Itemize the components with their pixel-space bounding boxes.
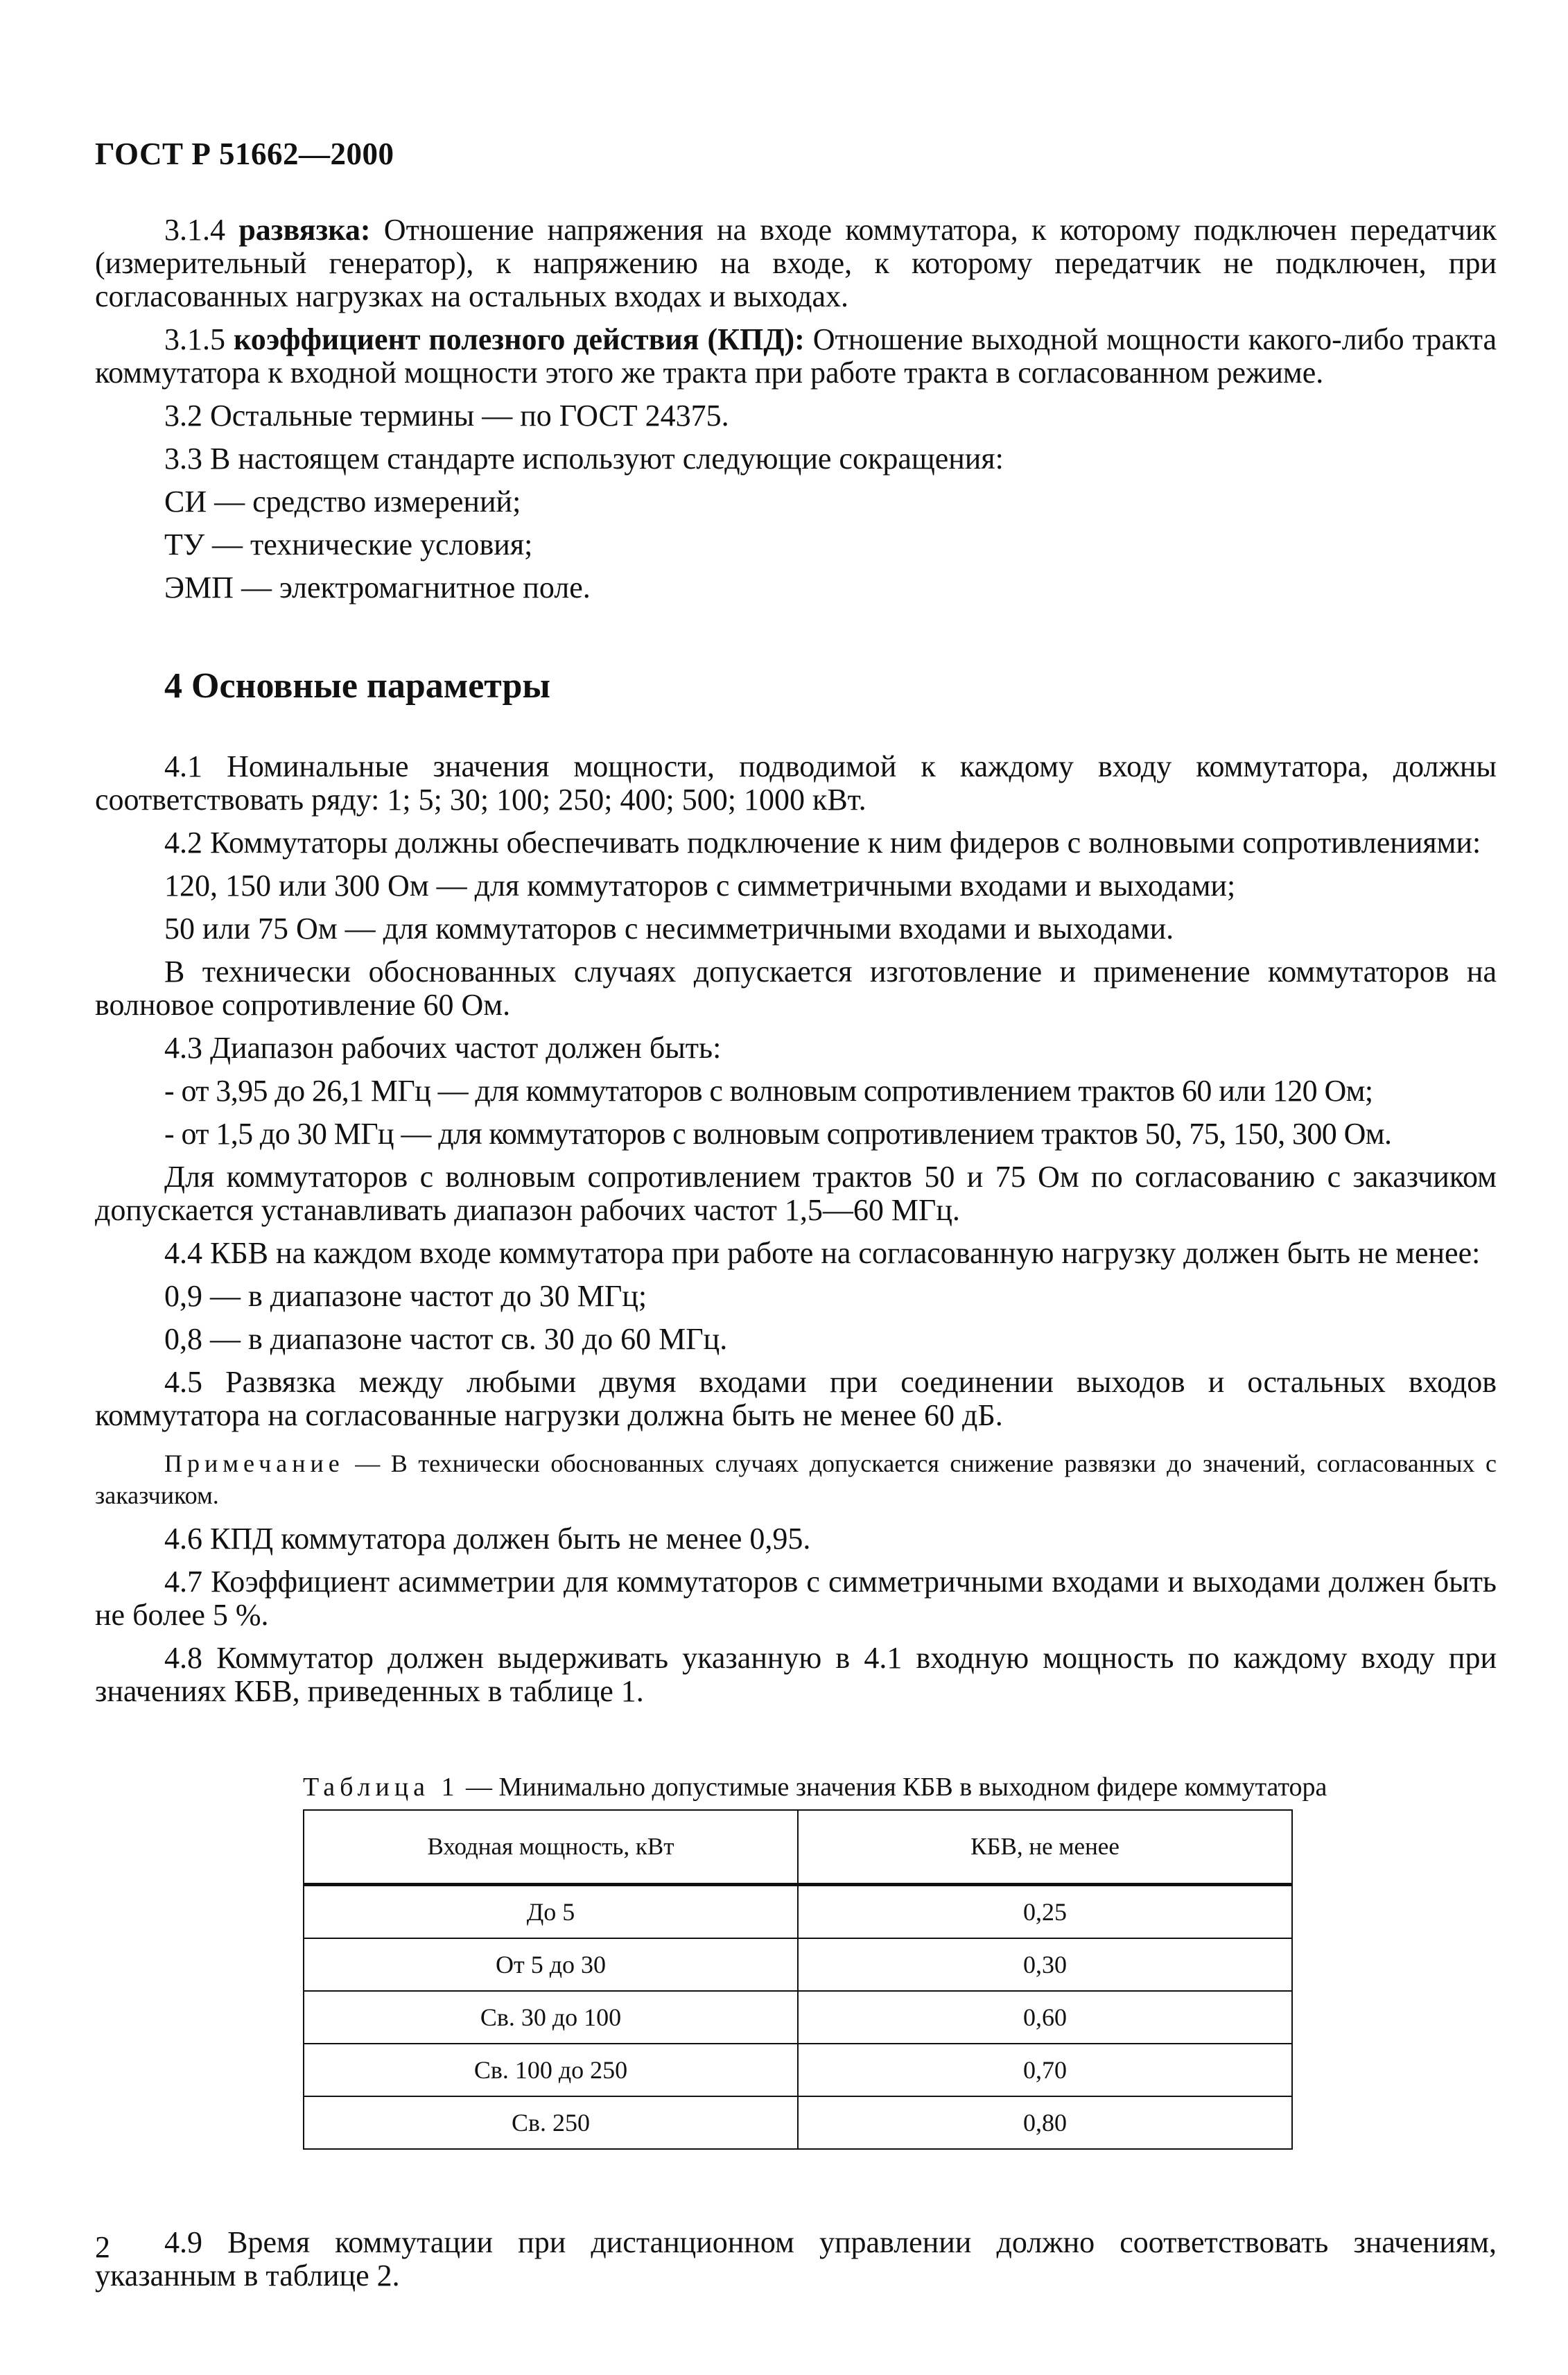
list-item: 50 или 75 Ом — для коммутаторов с несимметричными входами и выходами. [164,912,1174,946]
clause-3-1-5 [95,323,1497,390]
table-row [304,2096,1292,2149]
table-row [304,1885,1292,1939]
clause-3-3: 3.3 В настоящем стандарте используют следующие сокращения: [164,442,1004,476]
clause-4-9: 4.9 Время коммутации при дистанционном управлении должно соответствовать значениям, указанным в таблице 2. [95,2225,1497,2293]
table-cell: Св. 30 до 100 [304,1991,798,2044]
section-4-title: 4 Основные параметры [164,666,550,706]
table-cell: 0,25 [798,1885,1292,1939]
table-cell: От 5 до 30 [304,1938,798,1991]
table-cell: 0,80 [798,2096,1292,2149]
table-cell: 0,30 [798,1938,1292,1991]
term-definition: Отношение напряжения на входе коммутатора, к которому подключен передатчик (измерительный генератор), к напряжению на входе, к которому передатчик не подключен, при согласованных нагрузках на остальных входах и выходах. [95,213,1497,313]
table-row [304,2044,1292,2096]
abbreviation-item: СИ — средство измерений; [164,485,521,519]
abbreviation-item: ЭМП — электромагнитное поле. [164,571,591,604]
table-cell: До 5 [304,1885,798,1939]
term-definition: Отношение выходной мощности какого-либо тракта коммутатора к входной мощности этого же тракта при работе тракта в согласованном режиме. [95,322,1497,390]
abbreviation-item: ТУ — технические условия; [164,528,533,562]
clause-4-4: 4.4 КБВ на каждом входе коммутатора при работе на согласованную нагрузку должен быть не менее: [164,1236,1481,1270]
table-cell: Св. 250 [304,2096,798,2149]
table-label: Таблица 1 [303,1773,460,1802]
clause-4-3-extra: Для коммутаторов с волновым сопротивлением трактов 50 и 75 Ом по согласованию с заказчиком допускается устанавливать диапазон рабочих частот 1,5—60 МГц. [95,1160,1497,1227]
table-row [304,1991,1292,2044]
clause-4-5: 4.5 Развязка между любыми двумя входами при соединении выходов и остальных входов коммутатора на согласованные нагрузки должна быть не менее 60 дБ. [95,1365,1497,1432]
list-item: 0,8 — в диапазоне частот св. 30 до 60 МГц. [164,1322,728,1356]
note-text: — В технически обоснованных случаях допускается снижение развязки до значений, согласованных с заказчиком. [95,1450,1497,1509]
table-row [304,1938,1292,1991]
page-number: 2 [95,2230,110,2264]
term-efficiency: коэффициент полезного действия (КПД): [233,322,805,356]
note [95,1447,1497,1511]
table-header-cell: КБВ, не менее [798,1810,1292,1885]
table-cell: 0,70 [798,2044,1292,2096]
list-item: - от 3,95 до 26,1 МГц — для коммутаторов с волновым сопротивлением трактов 60 или 120 Ом; [164,1074,1373,1108]
clause-4-1: 4.1 Номинальные значения мощности, подводимой к каждому входу коммутатора, должны соответствовать ряду: 1; 5; 30; 100; 250; 400; 500; 1000 кВт. [95,749,1497,817]
list-item: - от 1,5 до 30 МГц — для коммутаторов с волновым сопротивлением трактов 50, 75, 150, 300 Ом. [164,1117,1392,1151]
clause-4-2-extra: В технически обоснованных случаях допускается изготовление и применение коммутаторов на волновое сопротивление 60 Ом. [95,955,1497,1022]
table-cell: 0,60 [798,1991,1292,2044]
clause-4-2: 4.2 Коммутаторы должны обеспечивать подключение к ним фидеров с волновыми сопротивлениями: [164,826,1481,860]
list-item: 120, 150 или 300 Ом — для коммутаторов с симметричными входами и выходами; [164,869,1236,903]
note-label: Примечание [164,1450,345,1477]
document-body [95,214,1497,2293]
clause-4-7: 4.7 Коэффициент асимметрии для коммутаторов с симметричными входами и выходами должен быть не более 5 %. [95,1565,1497,1632]
table-header-row [304,1810,1292,1885]
clause-3-2: 3.2 Остальные термины — по ГОСТ 24375. [164,399,729,433]
table-1 [303,1809,1293,2150]
clause-number: 3.1.4 [164,213,225,247]
list-item: 0,9 — в диапазоне частот до 30 МГц; [164,1279,647,1313]
table-cell: Св. 100 до 250 [304,2044,798,2096]
table-caption-text: — Минимально допустимые значения КБВ в выходном фидере коммутатора [459,1773,1327,1802]
clause-4-3: 4.3 Диапазон рабочих частот должен быть: [164,1031,722,1065]
clause-number: 3.1.5 [164,322,225,356]
table-header-cell: Входная мощность, кВт [304,1810,798,1885]
table-1-caption [303,1772,1384,1802]
term-isolation: развязка: [238,213,371,247]
clause-3-1-4 [95,214,1497,313]
standard-header: ГОСТ Р 51662—2000 [95,137,394,171]
clause-4-8: 4.8 Коммутатор должен выдерживать указанную в 4.1 входную мощность по каждому входу при значениях КБВ, приведенных в таблице 1. [95,1641,1497,1708]
clause-4-6: 4.6 КПД коммутатора должен быть не менее 0,95. [164,1522,811,1556]
